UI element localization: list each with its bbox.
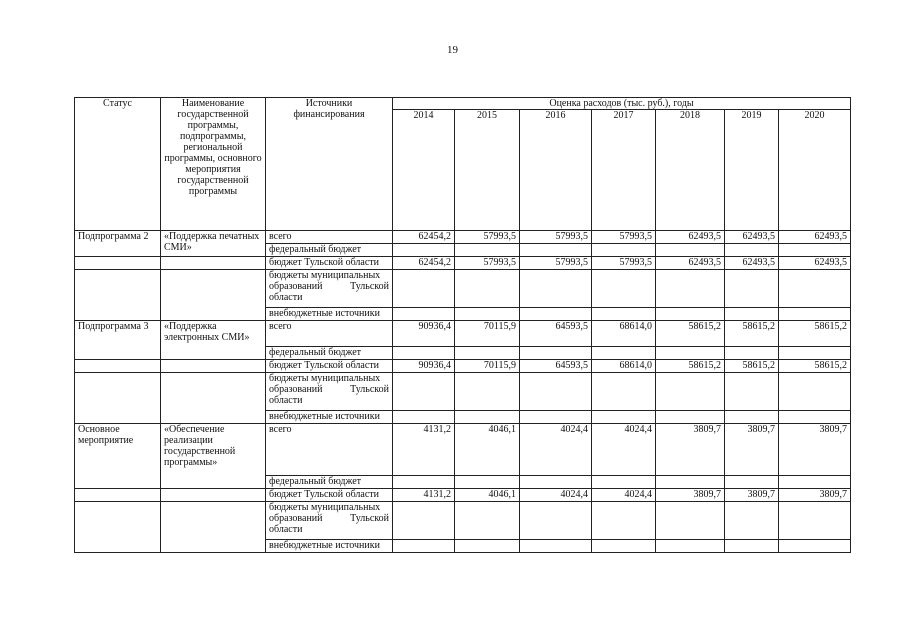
header-year: 2015	[455, 110, 520, 231]
source-municipal-line: области	[269, 524, 303, 535]
value-cell: 68614,0	[592, 321, 656, 347]
value-cell: 62454,2	[393, 257, 455, 270]
value-cell: 70115,9	[455, 321, 520, 347]
table-row	[75, 424, 851, 476]
source-municipal-line: образований Тульской	[269, 513, 389, 524]
value-cell: 4024,4	[592, 424, 656, 476]
header-row	[75, 98, 851, 110]
value-cell: 90936,4	[393, 360, 455, 373]
value-cell: 3809,7	[656, 489, 725, 502]
source-municipal	[266, 502, 393, 540]
row-name: «Поддержка электронных СМИ»	[161, 321, 266, 360]
value-cell: 62454,2	[393, 231, 455, 244]
source-municipal	[266, 270, 393, 308]
value-cell: 57993,5	[592, 257, 656, 270]
value-cell: 64593,5	[520, 321, 592, 347]
value-cell: 62493,5	[656, 231, 725, 244]
value-cell: 4046,1	[455, 424, 520, 476]
table-row	[75, 231, 851, 244]
value-cell: 57993,5	[592, 231, 656, 244]
row-status: Подпрограмма 3	[75, 321, 161, 360]
value-cell: 4024,4	[520, 489, 592, 502]
value-cell: 58615,2	[779, 321, 851, 347]
source-federal: федеральный бюджет	[266, 347, 393, 360]
header-name: Наименование государственной программы, подпрограммы, региональной программы, основного мероприятия государственной программы	[161, 98, 266, 231]
value-cell: 4131,2	[393, 424, 455, 476]
value-cell: 57993,5	[520, 231, 592, 244]
row-status: Основное мероприятие	[75, 424, 161, 489]
table-row	[75, 373, 851, 411]
value-cell: 62493,5	[779, 231, 851, 244]
row-name: «Поддержка печатных СМИ»	[161, 231, 266, 257]
header-year: 2018	[656, 110, 725, 231]
source-federal: федеральный бюджет	[266, 476, 393, 489]
value-cell: 62493,5	[779, 257, 851, 270]
table-row	[75, 502, 851, 540]
value-cell: 4024,4	[592, 489, 656, 502]
source-extra: внебюджетные источники	[266, 411, 393, 424]
value-cell: 62493,5	[656, 257, 725, 270]
value-cell: 58615,2	[725, 321, 779, 347]
table-row	[75, 321, 851, 347]
value-cell: 68614,0	[592, 360, 656, 373]
header-expenses-group: Оценка расходов (тыс. руб.), годы	[393, 98, 851, 110]
value-cell: 62493,5	[725, 257, 779, 270]
value-cell: 62493,5	[725, 231, 779, 244]
value-cell: 64593,5	[520, 360, 592, 373]
source-municipal	[266, 373, 393, 411]
source-federal: федеральный бюджет	[266, 244, 393, 257]
source-regional: бюджет Тульской области	[266, 489, 393, 502]
value-cell: 57993,5	[520, 257, 592, 270]
value-cell: 58615,2	[725, 360, 779, 373]
source-municipal-line: области	[269, 292, 303, 303]
value-cell: 4046,1	[455, 489, 520, 502]
page-number: 19	[447, 44, 458, 56]
source-municipal-line: области	[269, 395, 303, 406]
source-regional: бюджет Тульской области	[266, 360, 393, 373]
table-row	[75, 257, 851, 270]
source-regional: бюджет Тульской области	[266, 257, 393, 270]
value-cell: 4024,4	[520, 424, 592, 476]
value-cell: 90936,4	[393, 321, 455, 347]
table-row	[75, 360, 851, 373]
header-year: 2016	[520, 110, 592, 231]
value-cell: 57993,5	[455, 231, 520, 244]
table-row	[75, 489, 851, 502]
header-year: 2017	[592, 110, 656, 231]
budget-table	[74, 97, 851, 553]
source-municipal-line: бюджеты муниципальных	[269, 502, 381, 513]
value-cell: 3809,7	[779, 489, 851, 502]
source-extra: внебюджетные источники	[266, 540, 393, 553]
value-cell: 58615,2	[656, 321, 725, 347]
header-status: Статус	[75, 98, 161, 231]
table-row	[75, 270, 851, 308]
row-status: Подпрограмма 2	[75, 231, 161, 257]
header-year: 2019	[725, 110, 779, 231]
source-extra: внебюджетные источники	[266, 308, 393, 321]
value-cell: 58615,2	[779, 360, 851, 373]
source-municipal-line: образований Тульской	[269, 281, 389, 292]
value-cell: 57993,5	[455, 257, 520, 270]
value-cell: 4131,2	[393, 489, 455, 502]
header-year: 2014	[393, 110, 455, 231]
value-cell: 3809,7	[725, 424, 779, 476]
source-total: всего	[266, 424, 393, 476]
header-year: 2020	[779, 110, 851, 231]
source-total: всего	[266, 321, 393, 347]
source-municipal-line: бюджеты муниципальных	[269, 373, 381, 384]
row-name: «Обеспечение реализации государственной программы»	[161, 424, 266, 489]
source-total: всего	[266, 231, 393, 244]
source-municipal-line: образований Тульской	[269, 384, 389, 395]
value-cell: 58615,2	[656, 360, 725, 373]
value-cell: 3809,7	[656, 424, 725, 476]
value-cell: 3809,7	[725, 489, 779, 502]
source-municipal-line: бюджеты муниципальных	[269, 270, 381, 281]
header-source: Источники финансирования	[266, 98, 393, 231]
value-cell: 3809,7	[779, 424, 851, 476]
value-cell: 70115,9	[455, 360, 520, 373]
